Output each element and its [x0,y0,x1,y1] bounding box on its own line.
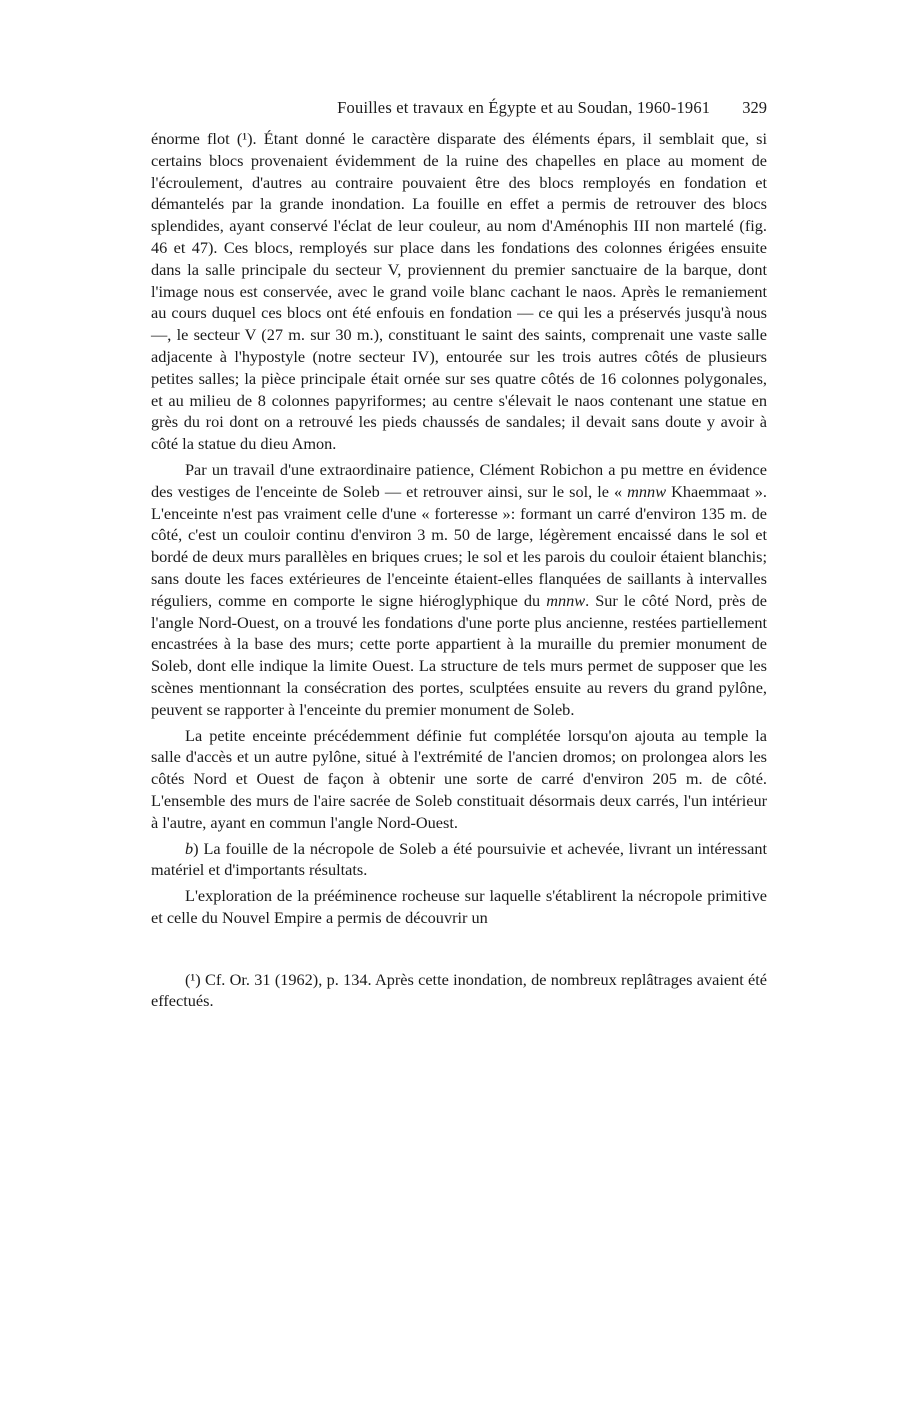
paragraph [151,725,767,834]
paragraph [151,838,767,882]
running-title: Fouilles et travaux en Égypte et au Soudan, 1960-1961 [337,98,711,117]
italic-run: mnnw [546,590,586,610]
document-page [151,96,767,1012]
paragraph [151,459,767,721]
page-header [151,96,767,120]
text-run: La petite enceinte précédemment définie fut complétée lorsqu'on ajouta au temple la salle d'accès et un autre pylône, situé à l'extrémité de l'ancien dromos; on prolongea alors les côtés Nord et Ouest de façon à obtenir une sorte de carré d'environ 205 m. de côté. L'ensemble des murs de l'aire sacrée de Soleb constituait désormais deux carrés, l'un intérieur à l'autre, ayant en commun l'angle Nord-Ouest. [151,725,767,832]
text-run: Khaemmaat ». L'enceinte n'est pas vraiment celle d'une « forteresse »: formant un carré d'environ 135 m. de côté, c'est un couloir continu d'environ 3 m. 50 de large, légèrement encaissé dans le sol et bordé de deux murs parallèles en briques crues; le sol et les parois du couloir étaient blanchis; sans doute les faces extérieures de l'enceinte étaient-elles flanquées de saillants à intervalles réguliers, comme en comporte le signe hiéroglyphique du [151,481,767,610]
text-run: Par un travail d'une extraordinaire patience, Clément Robichon a pu mettre en évidence des vestiges de l'enceinte de Soleb — et retrouver ainsi, sur le sol, le « [151,459,767,501]
italic-run: b [185,838,194,858]
footnote: (¹) Cf. Or. 31 (1962), p. 134. Après cette inondation, de nombreux replâtrages avaient été effectués. [151,969,767,1011]
text-run: ) La fouille de la nécropole de Soleb a été poursuivie et achevée, livrant un intéressant matériel et d'importants résultats. [151,838,767,880]
paragraph [151,128,767,455]
italic-run: mnnw [627,481,667,501]
footnotes [151,969,767,1013]
page-number: 329 [742,98,767,117]
text-run: L'exploration de la prééminence rocheuse sur laquelle s'établirent la nécropole primitive et celle du Nouvel Empire a permis de découvrir un [151,886,767,927]
text-run: . Sur le côté Nord, près de l'angle Nord-Ouest, on a trouvé les fondations d'une porte plus ancienne, restées partiellement encastrées à la base des murs; cette porte appartient à la muraille du premier monument de Soleb, dont elle indique la limite Ouest. La structure de tels murs permet de supposer que les scènes mentionnant la consécration des portes, sculptées ensuite au revers du grand pylône, peuvent se rapporter à l'enceinte du premier monument de Soleb. [151,590,768,719]
paragraph [151,885,767,929]
body-text [151,128,767,929]
text-run: énorme flot (¹). Étant donné le caractère disparate des éléments épars, il semblait que, si certains blocs provenaient évidemment de la ruine des chapelles en place au moment de l'écroulement, d'autres au contraire pouvaient être des blocs remployés en fondation et démantelés par la grande inondation. La fouille en effet a permis de retrouver des blocs splendides, ayant conservé l'éclat de leur couleur, au nom d'Aménophis III non martelé (fig. 46 et 47). Ces blocs, remployés sur place dans les fondations des colonnes érigées ensuite dans la salle principale du secteur V, proviennent du premier sanctuaire de la barque, dont l'image nous est conservée, avec le grand voile blanc cachant le naos. Après le remaniement au cours duquel ces blocs ont été enfouis en fondation — ce qui les a préservés jusqu'à nous —, le secteur V (27 m. sur 30 m.), constituant le saint des saints, comprenait une vaste salle adjacente à l'hypostyle (notre secteur IV), entourée sur les trois autres côtés de plusieurs petites salles; la pièce principale était ornée sur ses quatre côtés de 16 colonnes polygonales, et au milieu de 8 colonnes papyriformes; au centre s'élevait le naos contenant une statue en grès du roi dont on a retrouvé les pieds chaussés de sandales; il devait sans doute y avoir à côté la statue du dieu Amon. [151,129,767,454]
